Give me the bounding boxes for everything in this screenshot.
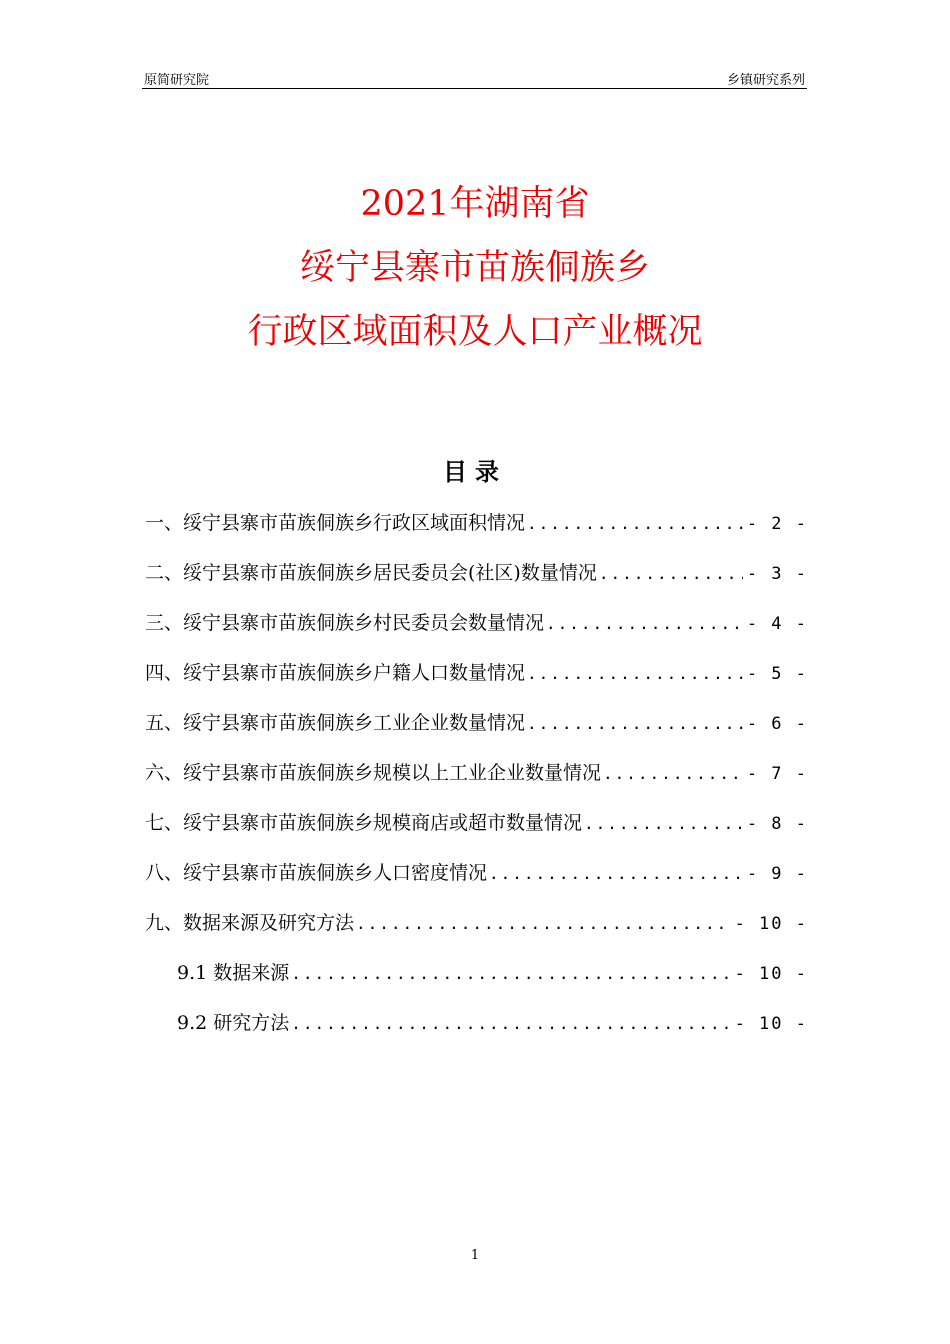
toc-entry-label: 一、绥宁县寨市苗族侗族乡行政区域面积情况 [145, 512, 526, 534]
toc-entry-page: - 9 - [746, 864, 808, 884]
toc-leader-dots [527, 659, 743, 689]
toc-leader-dots [291, 959, 730, 989]
toc-leader-dots [584, 809, 743, 839]
toc-entry[interactable] [145, 608, 808, 658]
toc-entry-page: - 5 - [746, 664, 808, 684]
table-of-contents [145, 508, 808, 1058]
document-title-line-1: 2021年湖南省 [360, 184, 590, 224]
toc-entry-page: - 2 - [746, 514, 808, 534]
toc-entry-page: - 10 - [734, 914, 808, 934]
toc-entry-page: - 10 - [734, 1014, 808, 1034]
document-title-line-2: 绥宁县寨市苗族侗族乡 [299, 248, 650, 288]
toc-leader-dots [527, 709, 743, 739]
toc-leader-dots [489, 859, 743, 889]
toc-subentry[interactable] [145, 958, 808, 1008]
toc-entry-label: 八、绥宁县寨市苗族侗族乡人口密度情况 [145, 862, 488, 884]
toc-leader-dots [546, 609, 743, 639]
header-right-text: 乡镇研究系列 [726, 73, 805, 88]
toc-entry-label: 二、绥宁县寨市苗族侗族乡居民委员会(社区)数量情况 [145, 562, 597, 584]
toc-leader-dots [603, 759, 743, 789]
toc-entry-label: 七、绥宁县寨市苗族侗族乡规模商店或超市数量情况 [145, 812, 583, 834]
toc-entry-page: - 10 - [734, 964, 808, 984]
toc-leader-dots [527, 509, 743, 539]
toc-entry[interactable] [145, 858, 808, 908]
toc-leader-dots [356, 909, 731, 939]
toc-entry[interactable] [145, 758, 808, 808]
toc-entry-label: 四、绥宁县寨市苗族侗族乡户籍人口数量情况 [145, 662, 526, 684]
toc-entry-page: - 7 - [746, 764, 808, 784]
toc-entry[interactable] [145, 908, 808, 958]
toc-entry-page: - 4 - [746, 614, 808, 634]
header-left-text: 原简研究院 [144, 73, 210, 88]
toc-entry[interactable] [145, 508, 808, 558]
toc-entry-label: 五、绥宁县寨市苗族侗族乡工业企业数量情况 [145, 712, 526, 734]
toc-entry[interactable] [145, 658, 808, 708]
toc-entry-label: 九、数据来源及研究方法 [145, 912, 355, 934]
toc-entry-page: - 3 - [746, 564, 808, 584]
toc-entry[interactable] [145, 558, 808, 608]
document-title-line-3: 行政区域面积及人口产业概况 [247, 312, 703, 352]
toc-entry-label: 三、绥宁县寨市苗族侗族乡村民委员会数量情况 [145, 612, 545, 634]
toc-entry-label: 六、绥宁县寨市苗族侗族乡规模以上工业企业数量情况 [145, 762, 602, 784]
toc-entry-label: 9.2 研究方法 [177, 1012, 290, 1034]
toc-subentry[interactable] [145, 1008, 808, 1058]
page-header [142, 66, 807, 89]
toc-entry-page: - 6 - [746, 714, 808, 734]
toc-entry-label: 9.1 数据来源 [177, 962, 290, 984]
toc-entry-page: - 8 - [746, 814, 808, 834]
toc-leader-dots [291, 1009, 730, 1039]
toc-entry[interactable] [145, 808, 808, 858]
toc-heading: 目录 [443, 458, 507, 486]
toc-entry[interactable] [145, 708, 808, 758]
toc-leader-dots [599, 559, 743, 589]
page-number: 1 [470, 1248, 480, 1263]
